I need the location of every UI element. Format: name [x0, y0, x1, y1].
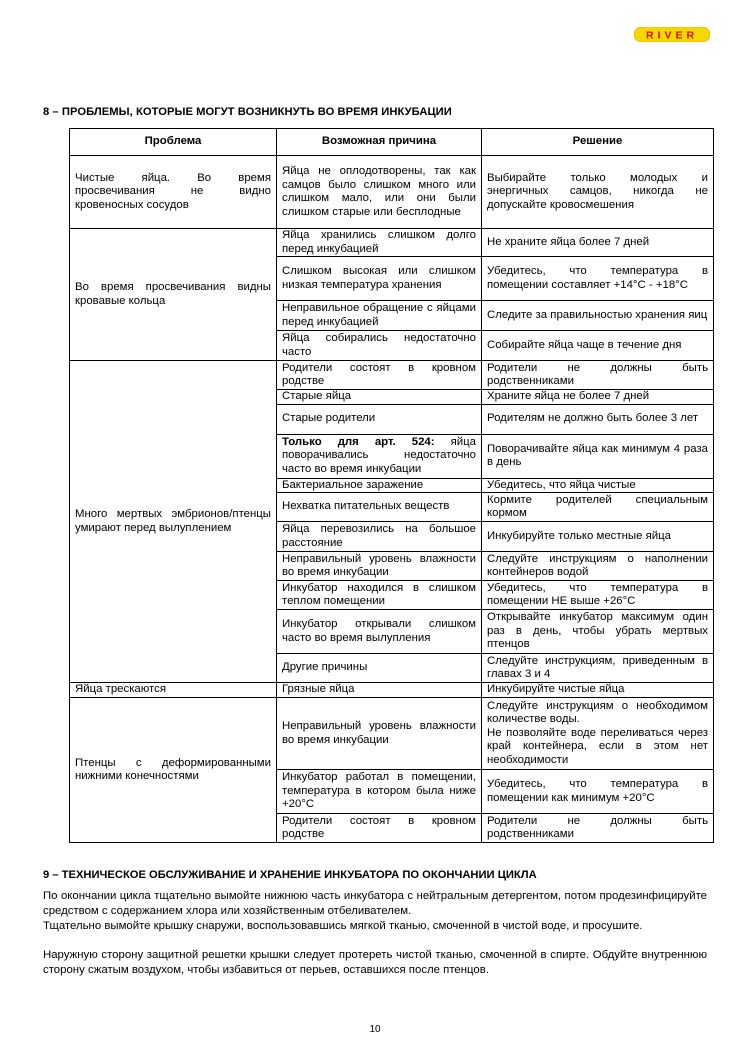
- solution-cell: Инкубируйте только местные яйца: [482, 522, 714, 552]
- solution-cell: [482, 698, 714, 770]
- cause-cell: Неправильное обращение с яйцами перед инкубацией: [277, 301, 482, 331]
- cause-cell: Родители состоят в кровном родстве: [277, 814, 482, 843]
- table-row: [70, 361, 714, 390]
- cause-cell: Грязные яйца: [277, 683, 482, 698]
- cause-cell: Инкубатор находился в слишком теплом помещении: [277, 581, 482, 610]
- cause-cell: Старые родители: [277, 404, 482, 434]
- solution-line: Не позволяйте воде переливаться через край контейнера, если в этом нет необходимости: [487, 726, 708, 766]
- cause-cell: Яйца перевозились на большое расстояние: [277, 522, 482, 552]
- paragraph: Тщательно вымойте крышку снаружи, воспользовавшись мягкой тканью, смоченной в чистой воде, и просушите.: [43, 920, 643, 932]
- cause-cell: Яйца собирались недостаточно часто: [277, 331, 482, 361]
- solution-cell: Выбирайте только молодых и энергичных самцов, никогда не допускайте кровосмешения: [482, 156, 714, 229]
- cause-cell: Другие причины: [277, 654, 482, 683]
- cause-cell: Яйца хранились слишком долго перед инкубацией: [277, 229, 482, 257]
- solution-cell: Следуйте инструкциям, приведенным в главах 3 и 4: [482, 654, 714, 683]
- solution-cell: Родителям не должно быть более 3 лет: [482, 404, 714, 434]
- page-number: 10: [369, 1024, 381, 1035]
- logo-text: RIVER: [645, 29, 699, 42]
- problems-table: [69, 128, 714, 843]
- paragraph: Наружную сторону защитной решетки крышки следует протереть чистой тканью, смоченной в спирте. Обдуйте внутреннюю сторону сжатым воздухом, чтобы избавиться от перьев, оставшихся после птенцов.: [43, 949, 707, 976]
- table-row: [70, 683, 714, 698]
- cause-cell: Родители состоят в кровном родстве: [277, 361, 482, 390]
- solution-cell: Убедитесь, что яйца чистые: [482, 478, 714, 493]
- cause-cell: Яйца не оплодотворены, так как самцов было слишком много или слишком мало, или они были слишком старые или бесплодные: [277, 156, 482, 229]
- header-cause: Возможная причина: [277, 129, 482, 156]
- solution-cell: Следите за правильностью хранения яиц: [482, 301, 714, 331]
- cause-cell: Инкубатор открывали слишком часто во время вылупления: [277, 610, 482, 654]
- solution-cell: Следуйте инструкциям о наполнении контейнеров водой: [482, 552, 714, 581]
- solution-cell: Инкубируйте чистые яйца: [482, 683, 714, 698]
- cause-cell: Неправильный уровень влажности во время инкубации: [277, 698, 482, 770]
- solution-cell: Кормите родителей специальным кормом: [482, 493, 714, 522]
- paragraph: По окончании цикла тщательно вымойте нижнюю часть инкубатора с нейтральным детергентом, потом продезинфицируйте средством с содержанием хлора или хозяйственным отбеливателем.: [43, 890, 707, 917]
- header-solution: Решение: [482, 129, 714, 156]
- cause-text: яйца поворачивались недостаточно часто во время инкубации: [282, 435, 476, 475]
- cause-cell: Инкубатор работал в помещении, температура в котором была ниже +20°C: [277, 770, 482, 814]
- header-problem: Проблема: [70, 129, 277, 156]
- problem-cell: Много мертвых эмбрионов/птенцы умирают перед вылуплением: [70, 361, 277, 683]
- solution-cell: Родители не должны быть родственниками: [482, 361, 714, 390]
- section-8-title: 8 – ПРОБЛЕМЫ, КОТОРЫЕ МОГУТ ВОЗНИКНУТЬ ВО ВРЕМЯ ИНКУБАЦИИ: [43, 106, 452, 118]
- problem-cell: Во время просвечивания видны кровавые кольца: [70, 229, 277, 361]
- solution-cell: Поворачивайте яйца как минимум 4 раза в день: [482, 434, 714, 478]
- river-logo: [634, 27, 710, 42]
- cause-cell: Старые яйца: [277, 390, 482, 405]
- cause-cell: Нехватка питательных веществ: [277, 493, 482, 522]
- cause-cell: Слишком высокая или слишком низкая температура хранения: [277, 257, 482, 301]
- cause-cell: Бактериальное заражение: [277, 478, 482, 493]
- section-9-title: 9 – ТЕХНИЧЕСКОЕ ОБСЛУЖИВАНИЕ И ХРАНЕНИЕ ИНКУБАТОРА ПО ОКОНЧАНИИ ЦИКЛА: [43, 869, 537, 881]
- problem-cell: Птенцы с деформированными нижними конечностями: [70, 698, 277, 843]
- solution-cell: Не храните яйца более 7 дней: [482, 229, 714, 257]
- solution-cell: Храните яйца не более 7 дней: [482, 390, 714, 405]
- problem-cell: Яйца трескаются: [70, 683, 277, 698]
- solution-cell: Родители не должны быть родственниками: [482, 814, 714, 843]
- solution-cell: Убедитесь, что температура в помещении составляет +14°C - +18°C: [482, 257, 714, 301]
- solution-cell: Убедитесь, что температура в помещении НЕ выше +26°C: [482, 581, 714, 610]
- problem-cell: Чистые яйца. Во время просвечивания не видно кровеносных сосудов: [70, 156, 277, 229]
- cause-cell: [277, 434, 482, 478]
- table-row: [70, 229, 714, 257]
- solution-cell: Убедитесь, что температура в помещении как минимум +20°C: [482, 770, 714, 814]
- solution-cell: Собирайте яйца чаще в течение дня: [482, 331, 714, 361]
- solution-line: Следуйте инструкциям о необходимом количестве воды.: [487, 699, 708, 726]
- solution-cell: Открывайте инкубатор максимум один раз в день, чтобы убрать мертвых птенцов: [482, 610, 714, 654]
- table-header-row: [70, 129, 714, 156]
- table-row: [70, 156, 714, 229]
- table-row: [70, 698, 714, 770]
- cause-bold-note: Только для арт. 524:: [282, 435, 435, 448]
- cause-cell: Неправильный уровень влажности во время инкубации: [277, 552, 482, 581]
